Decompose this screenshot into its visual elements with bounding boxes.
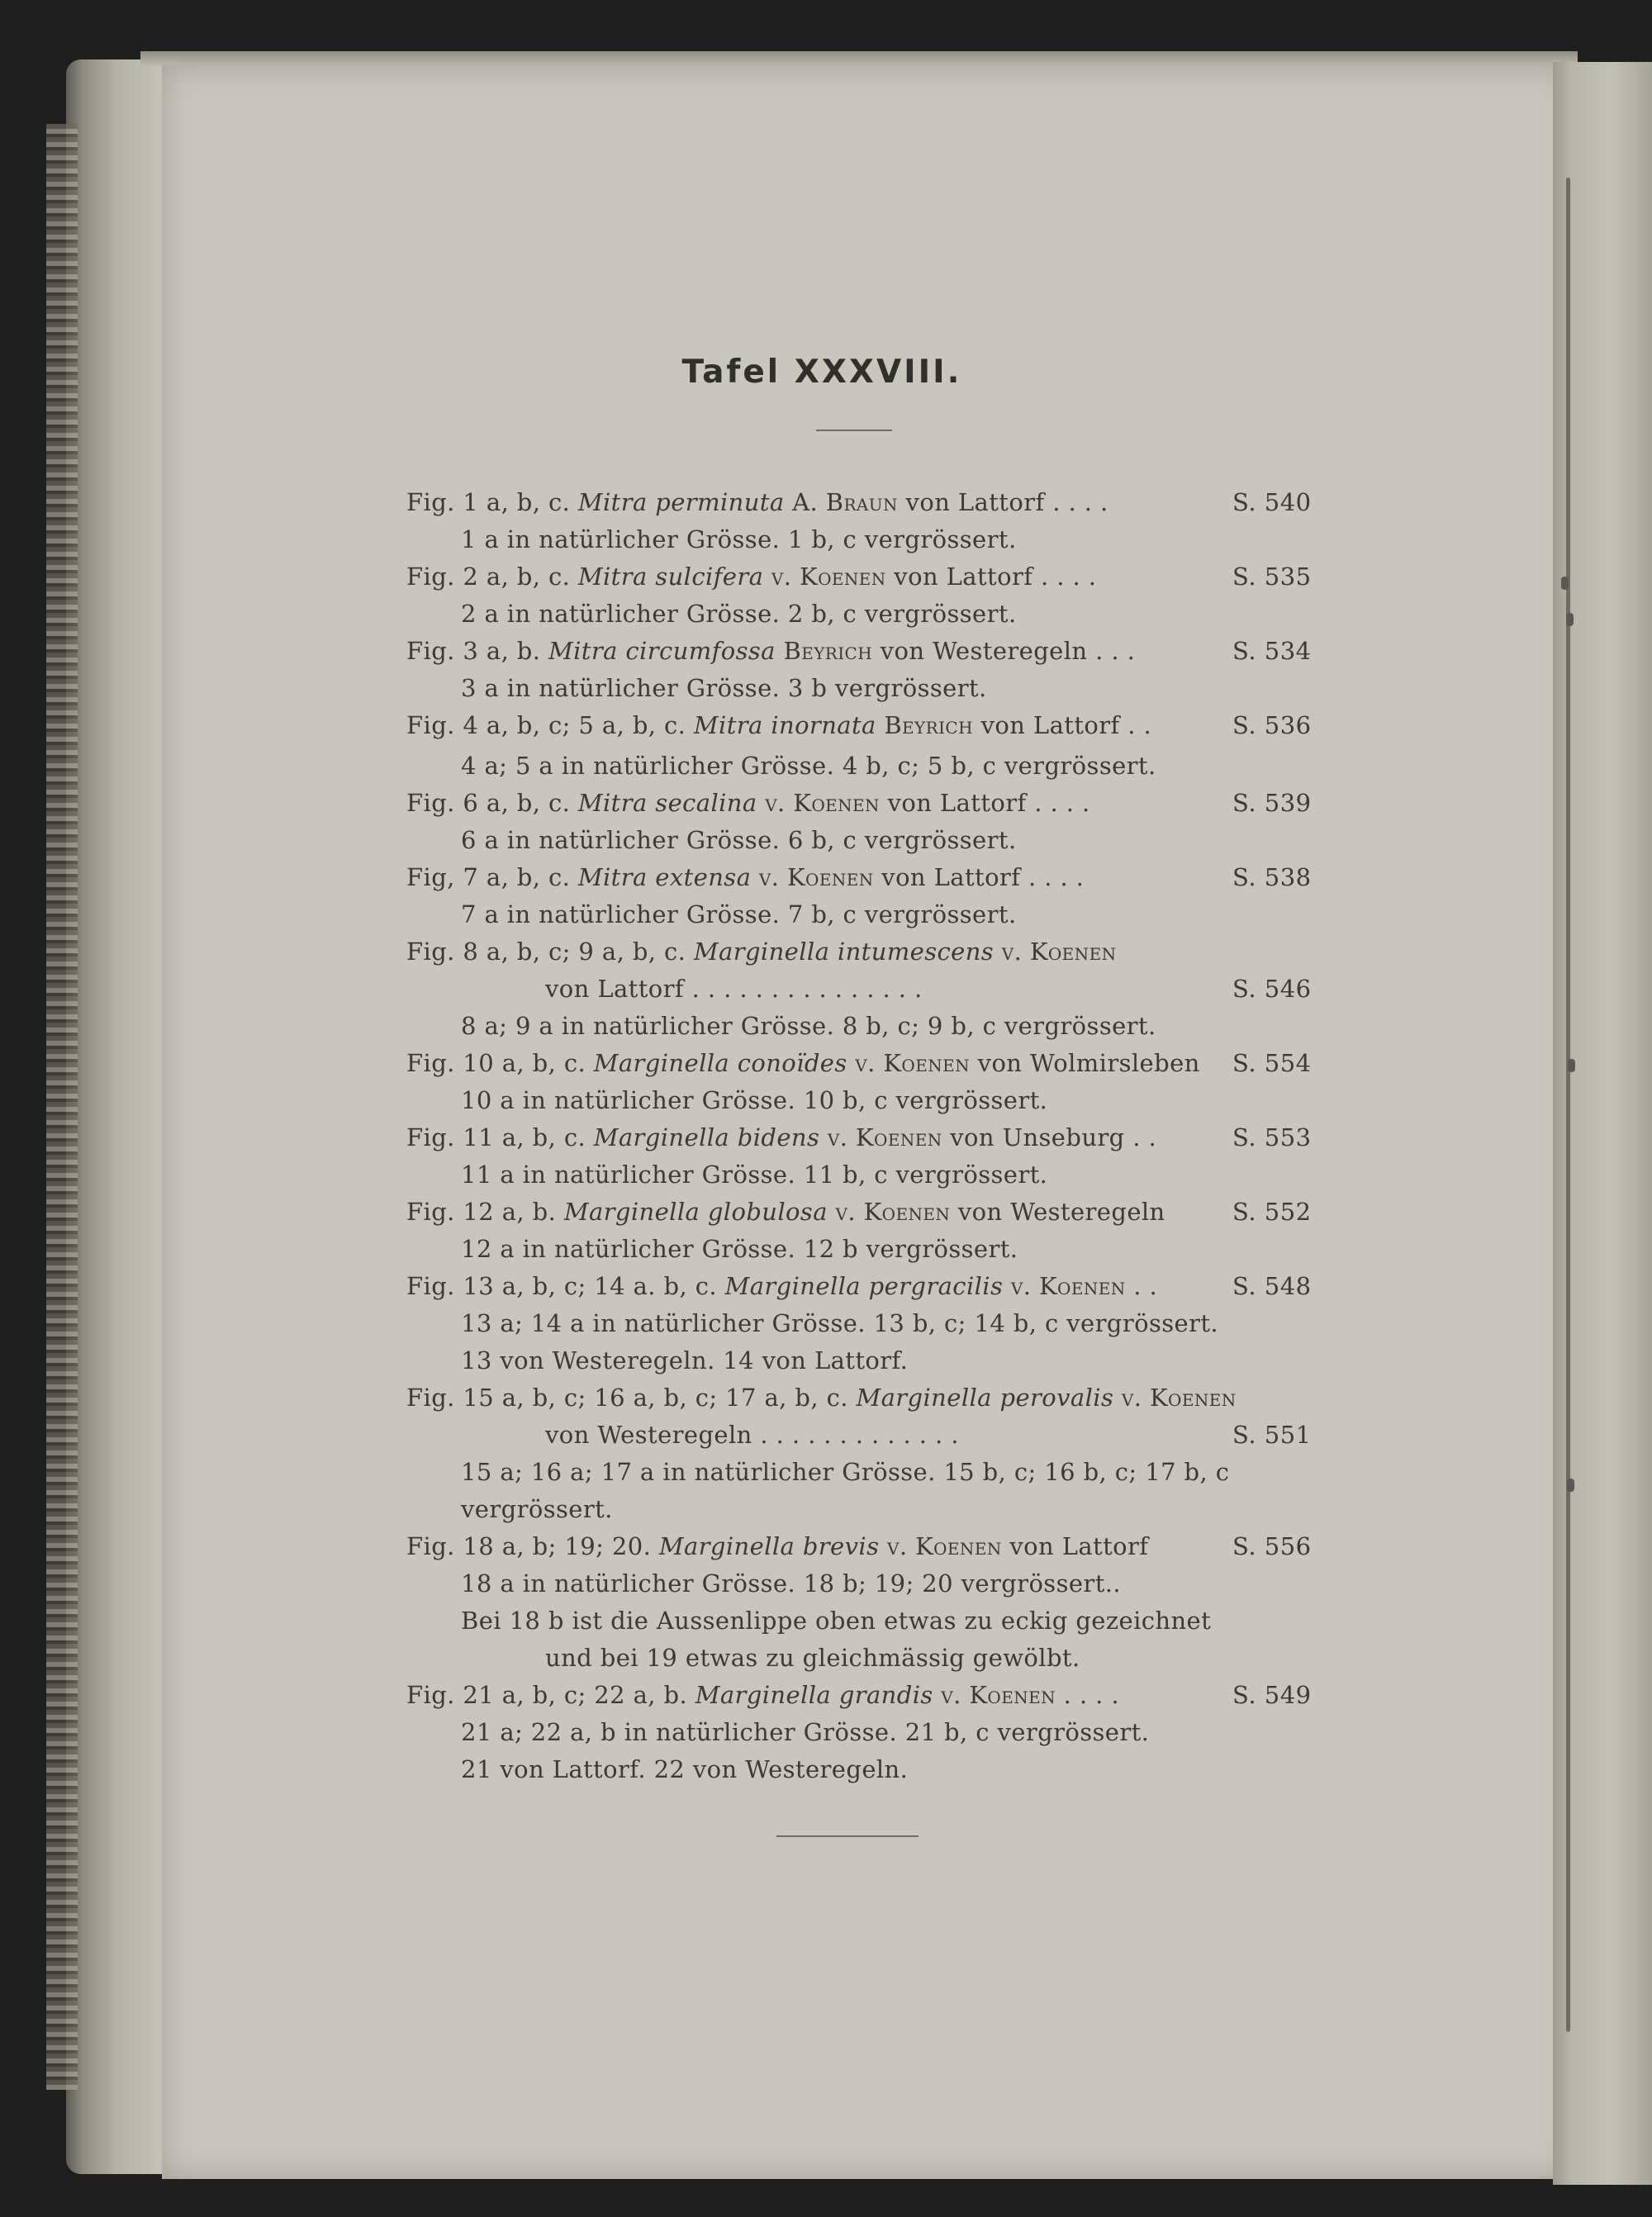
fig-refs: 6 a, b, c. — [463, 789, 571, 817]
page-reference: S. 540 — [1232, 488, 1312, 516]
locality: von Wolmirsleben — [977, 1049, 1200, 1077]
figure-entry — [406, 938, 1116, 966]
leader-dots: . . . . — [1040, 563, 1097, 591]
figure-entry — [406, 711, 1151, 739]
fig-refs: 7 a, b, c. — [463, 863, 571, 891]
note-text: 11 a in natürlicher Grösse. 11 b, c vergrössert. — [461, 1161, 1048, 1189]
note-text: 21 von Lattorf. 22 von Westeregeln. — [461, 1755, 909, 1783]
fig-label: Fig. — [406, 711, 455, 739]
page-reference: S. 551 — [1232, 1421, 1312, 1449]
note-text: 10 a in natürlicher Grösse. 10 b, c vergrössert. — [461, 1086, 1048, 1114]
leader-dots: . . . . — [1063, 1681, 1119, 1709]
author-name: Beyrich — [884, 711, 973, 739]
species-name: Mitra inornata — [693, 711, 876, 739]
locality: von Lattorf — [887, 789, 1027, 817]
note-text: 12 a in natürlicher Grösse. 12 b vergrössert. — [461, 1235, 1018, 1263]
fig-label: Fig. — [406, 563, 455, 591]
fig-refs: 15 a, b, c; 16 a, b, c; 17 a, b, c. — [463, 1384, 848, 1412]
fig-label: Fig. — [406, 789, 455, 817]
locality: von Lattorf — [881, 863, 1021, 891]
note-text: 15 a; 16 a; 17 a in natürlicher Grösse. 15 b, c; 16 b, c; 17 b, c — [461, 1458, 1230, 1486]
page-reference: S. 534 — [1232, 637, 1312, 665]
figure-note — [545, 1421, 959, 1449]
note-text: 13 von Westeregeln. 14 von Lattorf. — [461, 1346, 909, 1374]
note-text: 18 a in natürlicher Grösse. 18 b; 19; 20 vergrössert.. — [461, 1569, 1121, 1597]
author-name: v. Koenen — [765, 789, 880, 817]
locality: von Lattorf — [980, 711, 1120, 739]
author-name: v. Koenen — [886, 1532, 1002, 1560]
locality: von Lattorf — [1009, 1532, 1149, 1560]
page-reference: S. 552 — [1232, 1198, 1312, 1226]
locality: von Westeregeln — [880, 637, 1088, 665]
author-name: Beyrich — [783, 637, 873, 665]
species-name: Marginella grandis — [695, 1681, 933, 1709]
figure-note — [461, 1718, 1149, 1746]
figure-note — [461, 1086, 1047, 1114]
species-name: Mitra sulcifera — [577, 563, 764, 591]
species-name: Mitra perminuta — [577, 488, 785, 516]
author-name: v. Koenen — [835, 1198, 951, 1226]
fig-label: Fig. — [406, 1532, 455, 1560]
leader-dots: . . — [1127, 711, 1152, 739]
species-name: Marginella perovalis — [856, 1384, 1114, 1412]
fig-label: Fig. — [406, 938, 455, 966]
fig-refs: 3 a, b. — [463, 637, 541, 665]
figure-note — [461, 1755, 908, 1783]
figure-note — [461, 1012, 1156, 1040]
figure-entry — [406, 1198, 1165, 1226]
fig-label: Fig. — [406, 637, 455, 665]
fig-label: Fig, — [406, 863, 455, 891]
figure-note — [461, 900, 1017, 928]
fig-refs: 13 a, b, c; 14 a. b, c. — [463, 1272, 717, 1300]
species-name: Marginella intumescens — [693, 938, 995, 966]
figure-entry — [406, 488, 1108, 516]
author-name: A. Braun — [792, 488, 898, 516]
note-text: 13 a; 14 a in natürlicher Grösse. 13 b, c; 14 b, c vergrössert. — [461, 1309, 1219, 1337]
author-name: v. Koenen — [941, 1681, 1056, 1709]
author-name: v. Koenen — [1001, 938, 1117, 966]
fig-refs: 21 a, b, c; 22 a, b. — [463, 1681, 688, 1709]
fig-refs: 2 a, b, c. — [463, 563, 571, 591]
figure-note — [461, 600, 1017, 628]
leader-dots: . . . . — [1034, 789, 1090, 817]
figure-entry — [406, 1532, 1148, 1560]
figure-entry — [406, 1123, 1156, 1151]
note-text: 1 a in natürlicher Grösse. 1 b, c vergrössert. — [461, 525, 1017, 553]
page-reference: S. 538 — [1232, 863, 1312, 891]
fig-refs: 10 a, b, c. — [463, 1049, 586, 1077]
species-name: Marginella globulosa — [563, 1198, 828, 1226]
figure-entry — [406, 1272, 1157, 1300]
fig-label: Fig. — [406, 1384, 455, 1412]
page-reference: S. 553 — [1232, 1123, 1312, 1151]
figure-note — [461, 1235, 1018, 1263]
figure-entry — [406, 1049, 1200, 1077]
fig-label: Fig. — [406, 488, 455, 516]
author-name: v. Koenen — [855, 1049, 971, 1077]
plate-title: Tafel XXXVIII. — [681, 354, 962, 391]
species-name: Marginella conoïdes — [593, 1049, 847, 1077]
fig-refs: 11 a, b, c. — [463, 1123, 586, 1151]
note-text: 21 a; 22 a, b in natürlicher Grösse. 21 b, c vergrössert. — [461, 1718, 1150, 1746]
author-name: v. Koenen — [758, 863, 874, 891]
species-name: Marginella brevis — [658, 1532, 880, 1560]
figure-note — [461, 1495, 613, 1523]
page-reference: S. 554 — [1232, 1049, 1312, 1077]
leader-dots: . . — [1133, 1272, 1158, 1300]
species-name: Marginella bidens — [593, 1123, 820, 1151]
author-name: v. Koenen — [1010, 1272, 1126, 1300]
figure-note — [461, 1458, 1229, 1486]
species-name: Mitra circumfossa — [548, 637, 776, 665]
fig-refs: 4 a, b, c; 5 a, b, c. — [463, 711, 686, 739]
note-text: von Lattorf . . . . . . . . . . . . . . . — [545, 975, 923, 1003]
figure-note — [545, 1644, 1080, 1672]
note-text: 4 a; 5 a in natürlicher Grösse. 4 b, c; 5 b, c vergrössert. — [461, 752, 1156, 780]
figure-note — [461, 1161, 1047, 1189]
figure-note — [545, 975, 923, 1003]
figure-entry — [406, 1384, 1237, 1412]
locality: von Lattorf — [905, 488, 1045, 516]
leader-dots: . . . . — [1052, 488, 1108, 516]
note-text: von Westeregeln . . . . . . . . . . . . . — [545, 1421, 959, 1449]
figure-note — [461, 1346, 908, 1374]
fig-refs: 18 a, b; 19; 20. — [463, 1532, 652, 1560]
figure-note — [461, 1309, 1218, 1337]
fig-refs: 1 a, b, c. — [463, 488, 571, 516]
locality: von Unseburg — [950, 1123, 1125, 1151]
locality: von Westeregeln — [957, 1198, 1165, 1226]
fig-refs: 12 a, b. — [463, 1198, 557, 1226]
leader-dots: . . — [1132, 1123, 1157, 1151]
author-name: v. Koenen — [1121, 1384, 1237, 1412]
page-reference: S. 536 — [1232, 711, 1312, 739]
figure-note — [461, 1607, 1211, 1635]
note-text: 6 a in natürlicher Grösse. 6 b, c vergrössert. — [461, 826, 1017, 854]
figure-entry — [406, 637, 1135, 665]
note-text: 3 a in natürlicher Grösse. 3 b vergrössert. — [461, 674, 987, 702]
fig-label: Fig. — [406, 1123, 455, 1151]
species-name: Mitra extensa — [577, 863, 752, 891]
figure-entry — [406, 863, 1084, 891]
species-name: Mitra secalina — [577, 789, 757, 817]
figure-note — [461, 674, 987, 702]
page-reference: S. 556 — [1232, 1532, 1312, 1560]
note-text: Bei 18 b ist die Aussenlippe oben etwas zu eckig gezeichnet — [461, 1607, 1212, 1635]
leader-dots: . . . . — [1028, 863, 1085, 891]
note-text: 7 a in natürlicher Grösse. 7 b, c vergrössert. — [461, 900, 1017, 928]
page-reference: S. 546 — [1232, 975, 1312, 1003]
figure-note — [461, 1569, 1121, 1597]
fig-label: Fig. — [406, 1049, 455, 1077]
figure-note — [461, 752, 1156, 780]
fig-label: Fig. — [406, 1198, 455, 1226]
fig-label: Fig. — [406, 1272, 455, 1300]
note-text: vergrössert. — [461, 1495, 613, 1523]
note-text: 2 a in natürlicher Grösse. 2 b, c vergrössert. — [461, 600, 1017, 628]
page-reference: S. 535 — [1232, 563, 1312, 591]
page-reference: S. 549 — [1232, 1681, 1312, 1709]
end-rule — [776, 1835, 919, 1837]
locality: von Lattorf — [894, 563, 1033, 591]
leader-dots: . . . — [1095, 637, 1136, 665]
author-name: v. Koenen — [771, 563, 886, 591]
figure-entry — [406, 1681, 1119, 1709]
note-text: 8 a; 9 a in natürlicher Grösse. 8 b, c; 9 b, c vergrössert. — [461, 1012, 1156, 1040]
figure-note — [461, 525, 1017, 553]
author-name: v. Koenen — [827, 1123, 942, 1151]
fig-label: Fig. — [406, 1681, 455, 1709]
fig-refs: 8 a, b, c; 9 a, b, c. — [463, 938, 686, 966]
figure-note — [461, 826, 1017, 854]
page-reference: S. 539 — [1232, 789, 1312, 817]
species-name: Marginella pergracilis — [724, 1272, 1004, 1300]
figure-entry — [406, 789, 1090, 817]
note-text: und bei 19 etwas zu gleichmässig gewölbt. — [545, 1644, 1080, 1672]
figure-entry — [406, 563, 1096, 591]
page-reference: S. 548 — [1232, 1272, 1312, 1300]
